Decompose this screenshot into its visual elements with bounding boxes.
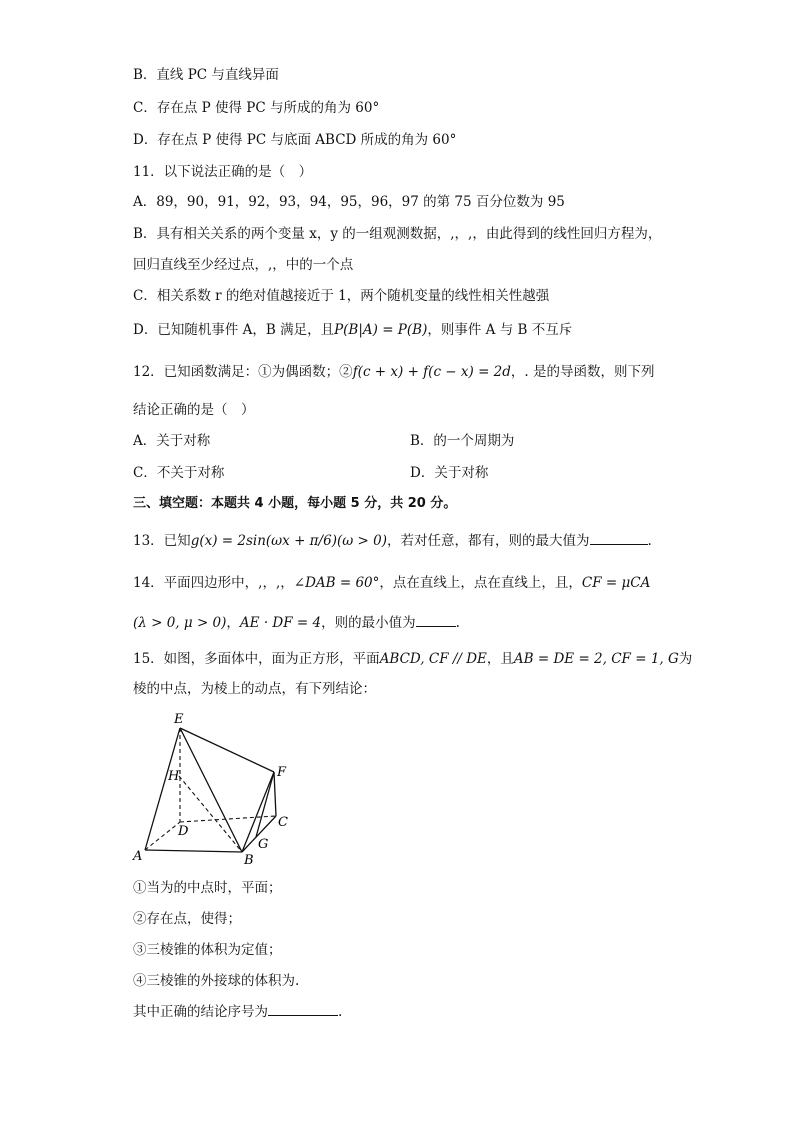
label-e: E xyxy=(174,712,184,727)
q14-stem-line1 xyxy=(133,574,650,592)
edge-ab xyxy=(145,850,242,852)
q10-option-b: B．直线 PC 与直线异面 xyxy=(133,67,279,83)
q12-text-pre: 12．已知函数满足：①为偶函数；② xyxy=(133,364,353,380)
q10-option-c: C．存在点 P 使得 PC 与所成的角为 60° xyxy=(133,100,380,116)
polyhedron-figure xyxy=(130,710,300,870)
label-f: F xyxy=(277,765,287,780)
q14-answer-blank[interactable] xyxy=(416,626,456,627)
q12-option-b: B．的一个周期为 xyxy=(410,433,515,449)
edge-eb xyxy=(180,728,242,852)
q13-text-post: ，若对任意，都有，则的最大值为 xyxy=(387,533,590,549)
label-a: A xyxy=(133,849,143,864)
q15-text-mid: ，且 xyxy=(486,651,514,667)
q15-stem-line2: 棱的中点，为棱上的动点，有下列结论： xyxy=(133,681,376,697)
q15-stem-line1 xyxy=(133,650,692,668)
q13-text-pre: 13．已知 xyxy=(133,533,191,549)
q15-final-text: 其中正确的结论序号为 xyxy=(133,1004,268,1020)
q15-statement-2: ②存在点，使得； xyxy=(133,911,241,927)
q12-option-a: A．关于对称 xyxy=(133,433,211,449)
q14-separator: ， xyxy=(226,615,240,631)
q14-conditions: (λ > 0, μ > 0) xyxy=(133,615,227,631)
q15-statement-3: ③三棱锥的体积为定值； xyxy=(133,942,282,958)
q12-text-post: ，. 是的导函数，则下列 xyxy=(510,364,655,380)
q14-vector-relation: CF = μCA xyxy=(581,575,651,591)
q11-option-c: C．相关系数 r 的绝对值越接近于 1，两个随机变量的线性相关性越强 xyxy=(133,288,550,304)
q14-angle: ∠DAB = 60° xyxy=(293,575,380,591)
q12-option-c: C．不关于对称 xyxy=(133,465,225,481)
q11-option-b-line2: 回归直线至少经过点，,，中的一个点 xyxy=(133,257,354,273)
q15-text-post: 为 xyxy=(678,651,693,667)
q15-statement-4: ④三棱锥的外接球的体积为. xyxy=(133,973,300,989)
label-c: C xyxy=(278,815,288,830)
label-d: D xyxy=(178,824,189,839)
q13-answer-blank[interactable] xyxy=(590,544,648,545)
q15-answer-blank[interactable] xyxy=(268,1015,338,1016)
q11-d-text-post: ，则事件 A 与 B 不互斥 xyxy=(427,322,573,338)
q13-stem: 13．已知g(x) = 2sin(ωx + π/6)(ω > 0)，若对任意，都有，则的最大值为 . xyxy=(133,533,652,549)
q10-option-d: D．存在点 P 使得 PC 与底面 ABCD 所成的角为 60° xyxy=(133,132,457,148)
label-g: G xyxy=(258,837,269,852)
q12-option-d: D．关于对称 xyxy=(410,465,489,481)
q11-option-d xyxy=(133,321,572,339)
section-3-heading: 三、填空题：本题共 4 小题，每小题 5 分，共 20 分。 xyxy=(133,496,457,511)
edge-ad-hidden xyxy=(145,822,180,850)
q12-stem-line1 xyxy=(133,363,655,381)
q14-stem-line2: (λ > 0, μ > 0)，AE · DF = 4，则的最小值为 . xyxy=(133,615,460,631)
q12-formula: f(c + x) + f(c − x) = 2d xyxy=(352,364,511,380)
q14-text-pre: 14．平面四边形中，,，,， xyxy=(133,575,294,591)
q11-d-formula: P(B|A) = P(B) xyxy=(334,322,428,338)
q11-option-a: A．89，90，91，92，93，94，95，96，97 的第 75 百分位数为 95 xyxy=(133,194,565,210)
q14-text-mid: ，点在直线上，点在直线上，且， xyxy=(379,575,582,591)
edge-hb-hidden xyxy=(179,776,242,852)
q15-text-pre: 15．如图，多面体中，面为正方形，平面 xyxy=(133,651,380,667)
q11-option-b-line1: B．具有相关关系的两个变量 x，y 的一组观测数据，,，,，由此得到的线性回归方程为， xyxy=(133,226,662,242)
q15-formula2: AB = DE = 2, CF = 1, G xyxy=(513,651,679,667)
q11-d-text-pre: D．已知随机事件 A，B 满足，且 xyxy=(133,322,335,338)
q11-stem: 11．以下说法正确的是（ ） xyxy=(133,164,313,180)
q15-statement-1: ①当为的中点时，平面； xyxy=(133,880,282,896)
label-b: B xyxy=(244,853,254,868)
q15-final-prompt: 其中正确的结论序号为 . xyxy=(133,1004,343,1020)
q12-stem-line2: 结论正确的是（ ） xyxy=(133,402,255,418)
q14-dot-product: AE · DF = 4 xyxy=(239,615,322,631)
q15-formula1: ABCD, CF // DE xyxy=(379,651,487,667)
edge-fc xyxy=(274,772,276,816)
label-h: H xyxy=(168,769,180,784)
edge-ef xyxy=(180,728,274,772)
q13-formula: g(x) = 2sin(ωx + π/6)(ω > 0) xyxy=(190,533,387,549)
q14-text-post: ，则的最小值为 xyxy=(321,615,416,631)
edge-ea xyxy=(145,728,180,850)
